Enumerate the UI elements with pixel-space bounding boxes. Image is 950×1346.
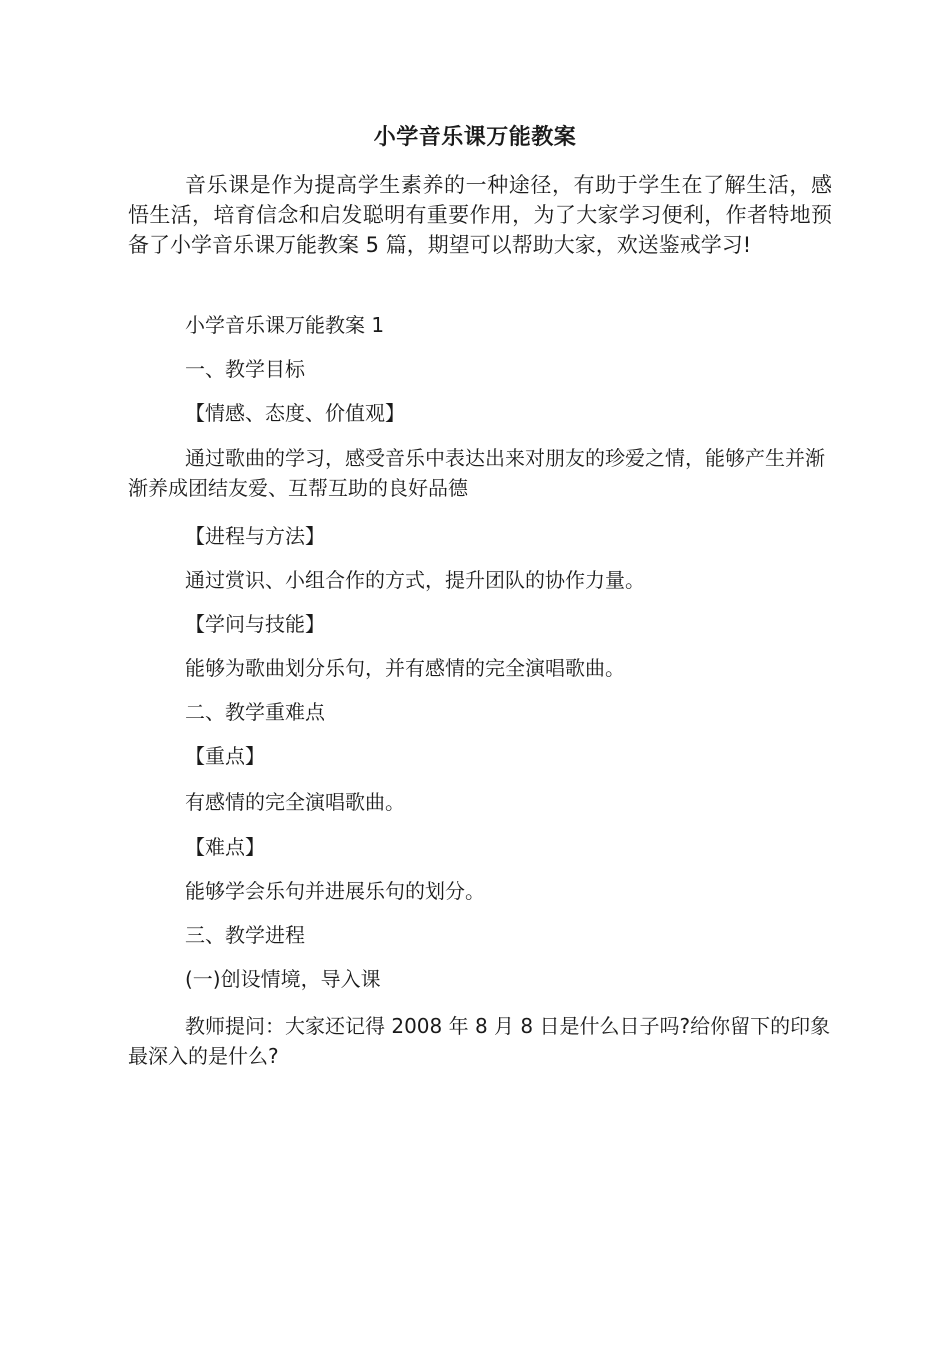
bracket-heading-key: 【重点】 [185, 744, 265, 768]
bracket-heading-emotion: 【情感、态度、价值观】 [185, 401, 405, 425]
difficult-paragraph: 能够学会乐句并进展乐句的划分。 [185, 879, 485, 903]
knowledge-paragraph: 能够为歌曲划分乐句，并有感情的完全演唱歌曲。 [185, 656, 625, 680]
section-heading-key-points: 二、教学重难点 [185, 700, 325, 724]
intro-paragraph: 音乐课是作为提高学生素养的一种途径，有助于学生在了解生活，感悟生活，培育信念和启发聪明有重要作用，为了大家学习便利，作者特地预备了小学音乐课万能教案 5 篇，期望可以帮助大家，欢送鉴戒学习! [128, 173, 832, 257]
process-paragraph: 通过赏识、小组合作的方式，提升团队的协作力量。 [185, 568, 645, 592]
lesson-title: 小学音乐课万能教案 1 [185, 313, 385, 337]
step-heading-intro: (一)创设情境，导入课 [185, 967, 381, 991]
emotion-paragraph: 通过歌曲的学习，感受音乐中表达出来对朋友的珍爱之情，能够产生并渐渐养成团结友爱、互帮互助的良好品德 [128, 446, 825, 500]
document-title: 小学音乐课万能教案 [373, 124, 577, 150]
section-heading-process: 三、教学进程 [185, 923, 305, 947]
bracket-heading-difficult: 【难点】 [185, 835, 265, 859]
teacher-question-paragraph: 教师提问：大家还记得 2008 年 8 月 8 日是什么日子吗?给你留下的印象最深入的是什么? [128, 1014, 831, 1068]
bracket-heading-knowledge: 【学问与技能】 [185, 612, 325, 636]
bracket-heading-process: 【进程与方法】 [185, 524, 325, 548]
section-heading-goals: 一、教学目标 [185, 357, 305, 381]
key-paragraph: 有感情的完全演唱歌曲。 [185, 790, 405, 814]
